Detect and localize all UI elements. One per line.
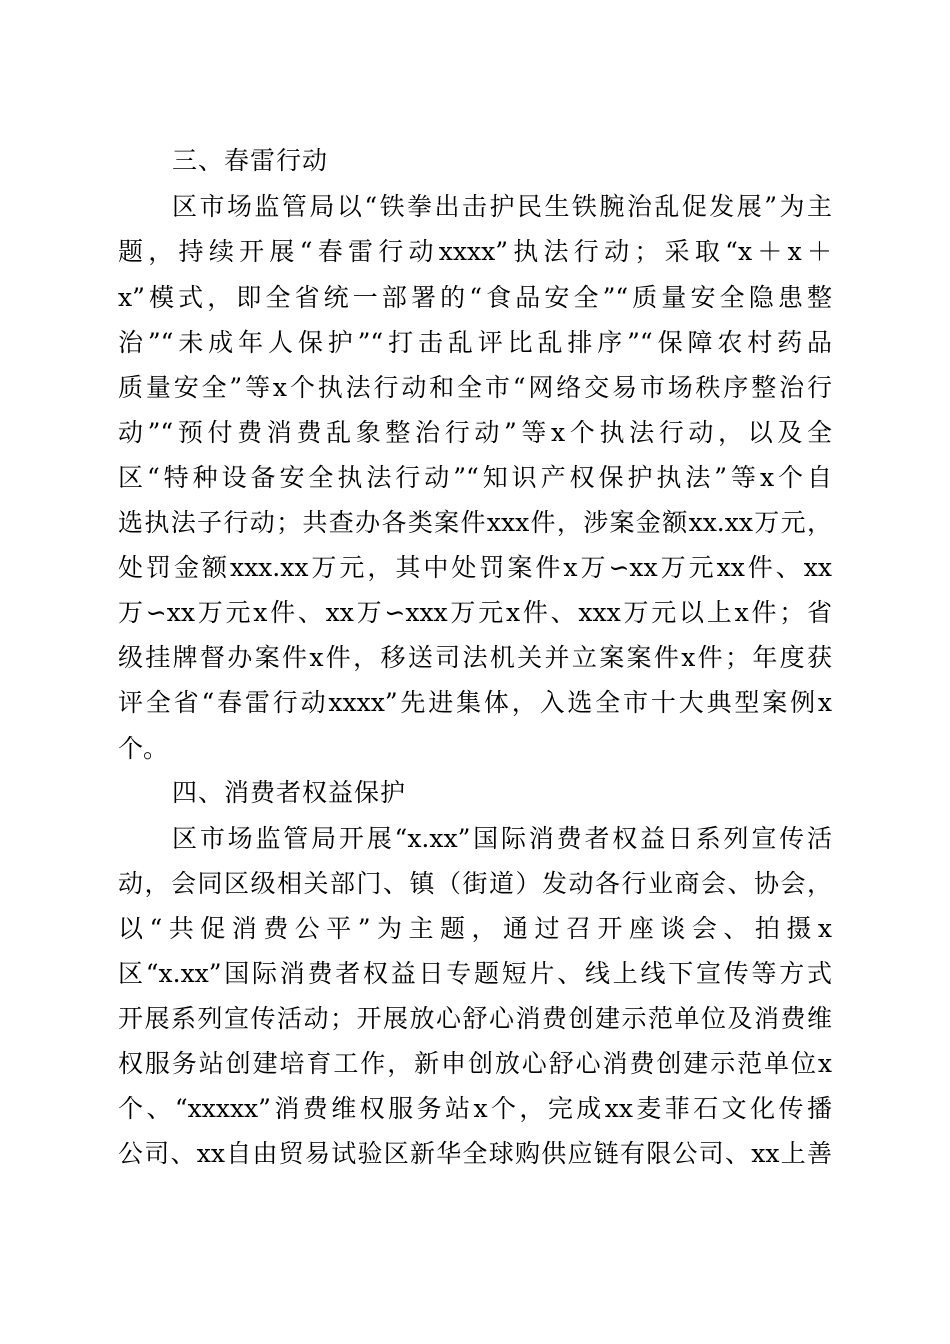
paragraph-line: 区市场监管局开展“x.xx”国际消费者权益日系列宣传活 [172,824,832,853]
paragraph-line: 选执法子行动；共查办各类案件xxx件，涉案金额xx.xx万元， [118,508,832,537]
section-heading-consumer-rights: 四、消费者权益保护 [172,778,407,807]
paragraph-line: 治”“未成年人保护”“打击乱评比乱排序”“保障农村药品 [118,328,832,357]
paragraph-line: 质量安全”等x个执法行动和全市“网络交易市场秩序整治行 [118,373,832,402]
paragraph-line: 公司、xx自由贸易试验区新华全球购供应链有限公司、xx上善 [118,1139,832,1168]
paragraph-line: 动，会同区级相关部门、镇（街道）发动各行业商会、协会， [118,869,832,898]
paragraph-line: x”模式，即全省统一部署的“食品安全”“质量安全隐患整 [118,283,832,312]
paragraph-line: 题，持续开展“春雷行动xxxx”执法行动；采取“x＋x＋ [118,237,832,266]
paragraph-line: 区“特种设备安全执法行动”“知识产权保护执法”等x个自 [118,463,832,492]
paragraph-line: 区市场监管局以“铁拳出击护民生铁腕治乱促发展”为主 [172,192,832,221]
paragraph-line: 权服务站创建培育工作，新申创放心舒心消费创建示范单位x [118,1049,832,1078]
paragraph-line: 动”“预付费消费乱象整治行动”等x个执法行动，以及全 [118,418,832,447]
paragraph-line: 个、“xxxxx”消费维权服务站x个，完成xx麦菲石文化传播 [118,1094,832,1123]
section-heading-spring-thunder: 三、春雷行动 [172,146,329,175]
paragraph-line: 个。 [118,734,169,763]
paragraph-line: 处罚金额xxx.xx万元，其中处罚案件x万∽xx万元xx件、xx [118,553,832,582]
paragraph-line: 级挂牌督办案件x件，移送司法机关并立案案件x件；年度获 [118,643,832,672]
paragraph-line: 以“共促消费公平”为主题，通过召开座谈会、拍摄x [118,914,832,943]
paragraph-line: 评全省“春雷行动xxxx”先进集体，入选全市十大典型案例x [118,688,832,717]
paragraph-line: 开展系列宣传活动；开展放心舒心消费创建示范单位及消费维 [118,1004,832,1033]
paragraph-line: 万∽xx万元x件、xx万∽xxx万元x件、xxx万元以上x件；省 [118,598,832,627]
paragraph-line: 区“x.xx”国际消费者权益日专题短片、线上线下宣传等方式 [118,959,832,988]
